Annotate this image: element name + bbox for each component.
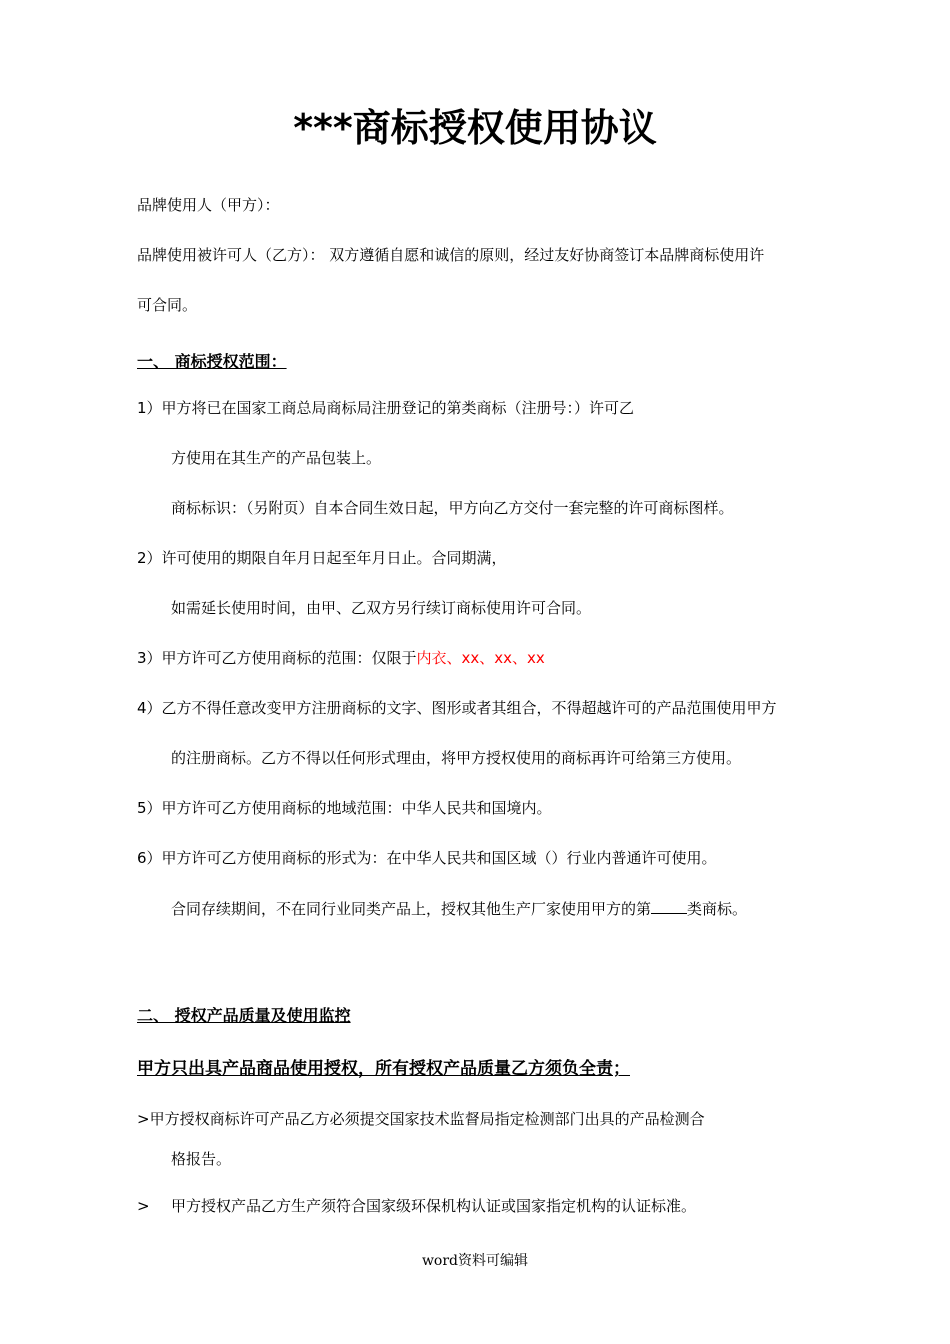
section2-bullet1: >甲方授权商标许可产品乙方必须提交国家技术监督局指定检测部门出具的产品检测合: [137, 1110, 705, 1128]
section1-item6-text-end: 类商标。: [687, 900, 748, 918]
party-b-line: 品牌使用被许可人（乙方）： 双方遵循自愿和诚信的原则，经过友好协商签订本品牌商标使用许: [137, 246, 765, 264]
section1-item3-text: 3）甲方许可乙方使用商标的范围：仅限于: [137, 649, 417, 667]
section1-item6-text: 合同存续期间，不在同行业同类产品上，授权其他生产厂家使用甲方的第: [171, 900, 652, 918]
section1-item6: 6）甲方许可乙方使用商标的形式为：在中华人民共和国区域（）行业内普通许可使用。: [137, 849, 717, 867]
section1-item1-continued: 方使用在其生产的产品包装上。: [171, 449, 382, 467]
section1-item6-continued: [171, 899, 747, 919]
section1-item2-continued: 如需延长使用时间，由甲、乙双方另行续订商标使用许可合同。: [171, 599, 592, 617]
party-a-line: 品牌使用人（甲方）：: [137, 196, 280, 214]
document-title: ***商标授权使用协议: [293, 106, 657, 150]
section2-bullet2: 甲方授权产品乙方生产须符合国家级环保机构认证或国家指定机构的认证标准。: [171, 1197, 697, 1215]
section1-item5: 5）甲方许可乙方使用商标的地域范围：中华人民共和国境内。: [137, 799, 552, 817]
section1-item4: 4）乙方不得任意改变甲方注册商标的文字、图形或者其组合，不得超越许可的产品范围使用甲方: [137, 699, 777, 717]
page-footer: word资料可编辑: [421, 1253, 529, 1269]
section1-item1-trademark-mark: 商标标识：（另附页）自本合同生效日起，甲方向乙方交付一套完整的许可商标图样。: [171, 499, 734, 517]
section1-item1: 1）甲方将已在国家工商总局商标局注册登记的第类商标（注册号：）许可乙: [137, 399, 635, 417]
section1-heading: 一、 商标授权范围：: [137, 352, 287, 371]
section2-heading: 二、 授权产品质量及使用监控: [137, 1006, 351, 1025]
party-b-line-continued: 可合同。: [137, 296, 198, 314]
section1-item3-highlight: 内衣、xx、xx、xx: [416, 649, 545, 667]
section1-item2: 2）许可使用的期限自年月日起至年月日止。合同期满，: [137, 549, 507, 567]
blank-underline: [651, 899, 687, 914]
section2-bullet2-marker: >: [137, 1197, 150, 1215]
section1-item3: [137, 648, 545, 668]
section2-subheading: 甲方只出具产品商品使用授权，所有授权产品质量乙方须负全责；: [137, 1059, 630, 1079]
section2-bullet1-continued: 格报告。: [171, 1150, 232, 1168]
section1-item4-continued: 的注册商标。乙方不得以任何形式理由，将甲方授权使用的商标再许可给第三方使用。: [171, 749, 742, 767]
